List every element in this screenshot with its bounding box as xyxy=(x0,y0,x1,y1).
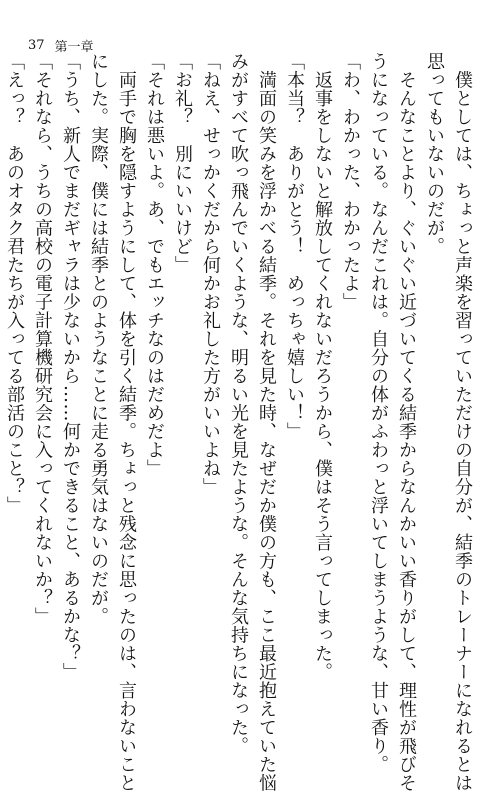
text-line: 「それは悪いよ。あ、でもエッチなのはだめだよ」 xyxy=(144,52,165,478)
text-line: 両手で胸を隠すようにして、体を引く結季。ちょっと残念に思ったのは、言わないこと xyxy=(116,52,137,792)
page-number: 37 xyxy=(28,38,45,53)
text-line: 満面の笑みを浮かべる結季。それを見た時、なぜだか僕の方も、ここ最近抱えていた悩 xyxy=(256,52,277,792)
text-line: 「えっ？ あのオタク君たちが入ってる部活のこと？」 xyxy=(4,52,25,515)
text-line: 返事をしないと解放してくれないだろうから、僕はそう言ってしまった。 xyxy=(312,52,333,681)
text-line: 僕としては、ちょっと声楽を習っていただけの自分が、結季のトレーナーになれるとは xyxy=(452,52,473,792)
text-line: 「それなら、うちの高校の電子計算機研究会に入ってくれないか？」 xyxy=(32,52,53,626)
chapter-title: 第一章 xyxy=(54,40,94,55)
text-line: 「うち、新人でまだギャラは少ないから……何かできること、あるかな？」 xyxy=(60,52,81,681)
vertical-text-body xyxy=(4,52,476,792)
text-line: 思ってもいないのだが。 xyxy=(424,52,445,256)
text-line: にした。実際、僕には結季とのようなことに走る勇気はないのだが。 xyxy=(88,52,109,626)
text-line: うになっている。なんだこれは。自分の体がふわっと浮いてしまうような、甘い香り。 xyxy=(368,52,389,774)
text-line: 「本当？ ありがとう！ めっちゃ嬉しい！」 xyxy=(284,52,305,441)
text-line: 「お礼？ 別にいいけど」 xyxy=(172,52,193,274)
text-line: そんなことより、ぐいぐい近づいてくる結季からなんかいい香りがして、理性が飛びそ xyxy=(396,52,417,792)
text-line: 「わ、わかった、わかったよ」 xyxy=(340,52,361,311)
text-line: みがすべて吹っ飛んでいくような、明るい光を見たような。そんな気持ちになった。 xyxy=(228,52,249,755)
text-line: 「ねえ、せっかくだから何かお礼した方がいいよね」 xyxy=(200,52,221,496)
